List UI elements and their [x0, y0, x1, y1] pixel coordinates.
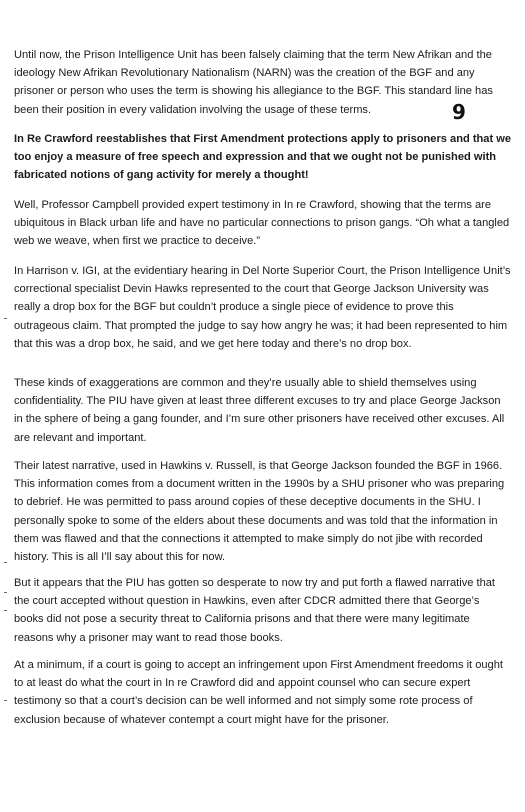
page-number: 9 — [452, 100, 466, 124]
paragraph-campbell-testimony: Well, Professor Campbell provided expert testimony in In re Crawford, showing that the terms are ubiquitous in Black urban life and have no particular connections to prison gangs. “Oh what a tangled web we weave, when first we practice to deceive.” — [14, 199, 510, 248]
paragraph-piu-claims: Until now, the Prison Intelligence Unit has been falsely claiming that the term New Afrikan and the ideology New Afrikan Revolutionary Nationalism (NARN) was the creation of the BGF and any prisoner or person who uses the term is showing his allegiance to the BGF. This standard line has been their position in every validation involving the usage of these terms. — [14, 49, 493, 116]
margin-mark — [4, 592, 7, 593]
paragraph-hawkins-v-russell: Their latest narrative, used in Hawkins v. Russell, is that George Jackson founded the BGF in 1966. This information comes from a document written in the 1990s by a SHU prisoner who was preparing to debrief. He was permitted to pass around copies of these deceptive documents in the SHU. I personally spoke to some of the elders about these documents and was told that the information in them was flawed and that the connections it attempted to make simply do not jibe with recorded history. This is all I’ll say about this for now. — [14, 460, 505, 564]
paragraph-harrison-v-igi: In Harrison v. IGI, at the evidentiary hearing in Del Norte Superior Court, the Prison Intelligence Unit’s correctional specialist Devin Hawks represented to the court that George Jackson University was really a drop box for the BGF but couldn’t produce a single piece of evidence to prove this outrageous claim. That prompted the judge to say how angry he was; it had been represented to him that this was a drop box, he said, and we get here today and there’s no drop box. — [14, 265, 511, 350]
margin-mark — [4, 610, 7, 611]
paragraph-piu-desperate: But it appears that the PIU has gotten so desperate to now try and put forth a flawed narrative that the court accepted without question in Hawkins, even after CDCR admitted there that George’s books did not pose a security threat to California prisons and that there were many legitimate reasons why a prisoner may want to read those books. — [14, 577, 496, 644]
margin-mark — [4, 700, 7, 701]
margin-mark — [4, 318, 7, 319]
paragraph-exaggerations: These kinds of exaggerations are common and they’re usually able to shield themselves using confidentiality. The PIU have given at least three different excuses to try and place George Jackson in the sphere of being a gang founder, and I’m sure other prisoners have received other excuses. All are relevant and important. — [14, 377, 505, 444]
paragraph-crawford-heading: In Re Crawford reestablishes that First Amendment protections apply to prisoners and that we too enjoy a measure of free speech and expression and that we ought not be punished with fabricated notions of gang activity for merely a thought! — [14, 133, 512, 182]
margin-mark — [4, 562, 7, 563]
paragraph-minimum-court: At a minimum, if a court is going to accept an infringement upon First Amendment freedoms it ought to at least do what the court in In re Crawford did and appoint counsel who can secure expert testimony so that a court’s decision can be well informed and not simply some rote process of exclusion because of whatever contempt a court might have for the prisoner. — [14, 659, 503, 726]
